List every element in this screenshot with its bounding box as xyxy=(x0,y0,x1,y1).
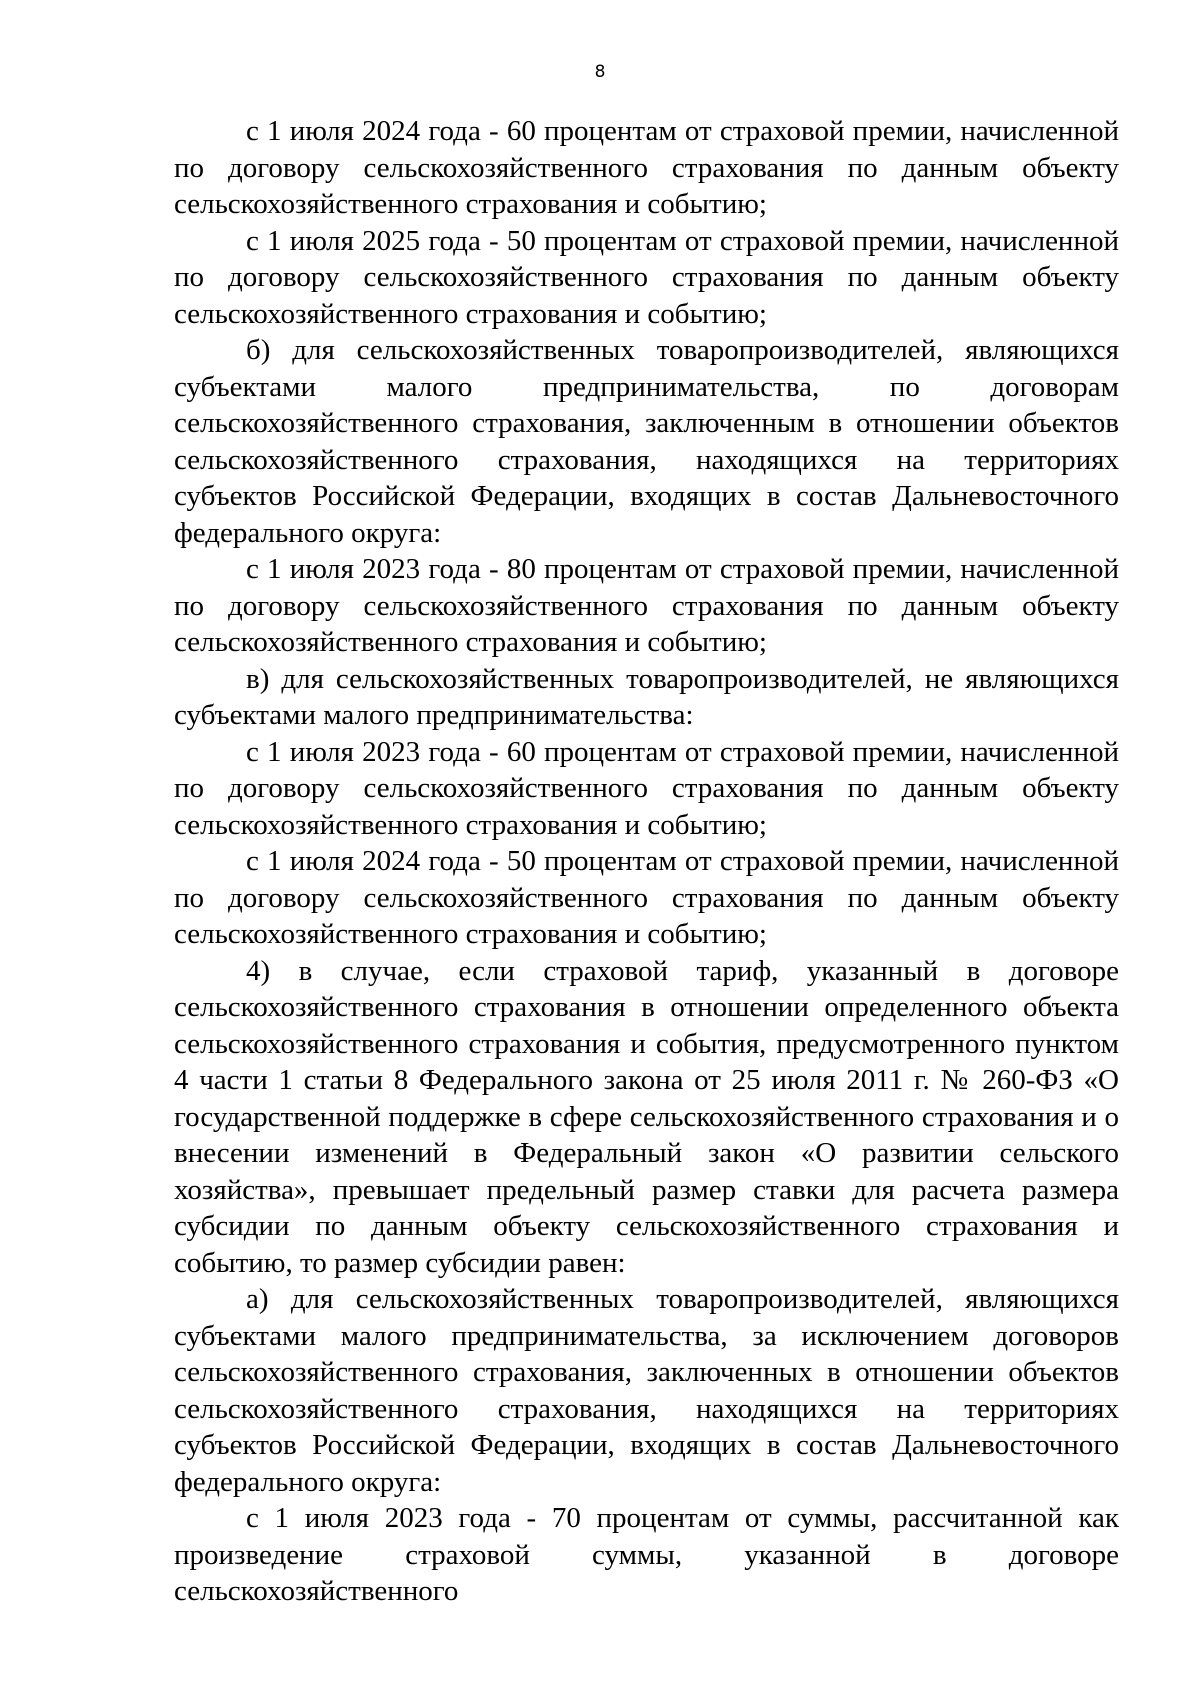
page-number: 8 xyxy=(594,62,606,82)
paragraph-3: б) для сельскохозяйственных товаропроизводителей, являющихся субъектами малого предпринимательства, по договорам сельскохозяйственного страхования, заключенным в отношении объектов сельскохозяйственного страхования, находящихся на территориях субъектов Российской Федерации, входящих в состав Дальневосточного федерального округа: xyxy=(174,334,1119,549)
paragraph-9: а) для сельскохозяйственных товаропроизводителей, являющихся субъектами малого предпринимательства, за исключением договоров сельскохозяйственного страхования, заключенных в отношении объектов сельскохозяйственного страхования, находящихся на территориях субъектов Российской Федерации, входящих в состав Дальневосточного федерального округа: xyxy=(174,1283,1119,1498)
paragraph-7: с 1 июля 2024 года - 50 процентам от страховой премии, начисленной по договору сельскохозяйственного страхования по данным объекту сельскохозяйственного страхования и событию; xyxy=(174,845,1119,950)
paragraph-5: в) для сельскохозяйственных товаропроизводителей, не являющихся субъектами малого предпринимательства: xyxy=(174,662,1119,731)
paragraph-1: с 1 июля 2024 года - 60 процентам от страховой премии, начисленной по договору сельскохозяйственного страхования по данным объекту сельскохозяйственного страхования и событию; xyxy=(174,115,1119,220)
paragraph-8: 4) в случае, если страховой тариф, указанный в договоре сельскохозяйственного страхования в отношении определенного объекта сельскохозяйственного страхования и события, предусмотренного пунктом 4 части 1 статьи 8 Федерального закона от 25 июля 2011 г. № 260-ФЗ «О государственной поддержке в сфере сельскохозяйственного страхования и о внесении изменений в Федеральный закон «О развитии сельского хозяйства», превышает предельный размер ставки для расчета размера субсидии по данным объекту сельскохозяйственного страхования и событию, то размер субсидии равен: xyxy=(174,954,1119,1279)
document-body xyxy=(174,113,1119,1610)
paragraph-6: с 1 июля 2023 года - 60 процентам от страховой премии, начисленной по договору сельскохозяйственного страхования по данным объекту сельскохозяйственного страхования и событию; xyxy=(174,735,1119,841)
paragraph-4: с 1 июля 2023 года - 80 процентам от страховой премии, начисленной по договору сельскохозяйственного страхования по данным объекту сельскохозяйственного страхования и событию; xyxy=(174,553,1119,658)
paragraph-2: с 1 июля 2025 года - 50 процентам от страховой премии, начисленной по договору сельскохозяйственного страхования по данным объекту сельскохозяйственного страхования и событию; xyxy=(174,224,1119,330)
paragraph-10: с 1 июля 2023 года - 70 процентам от суммы, рассчитанной как произведение страховой суммы, указанной в договоре сельскохозяйственного xyxy=(174,1502,1119,1607)
